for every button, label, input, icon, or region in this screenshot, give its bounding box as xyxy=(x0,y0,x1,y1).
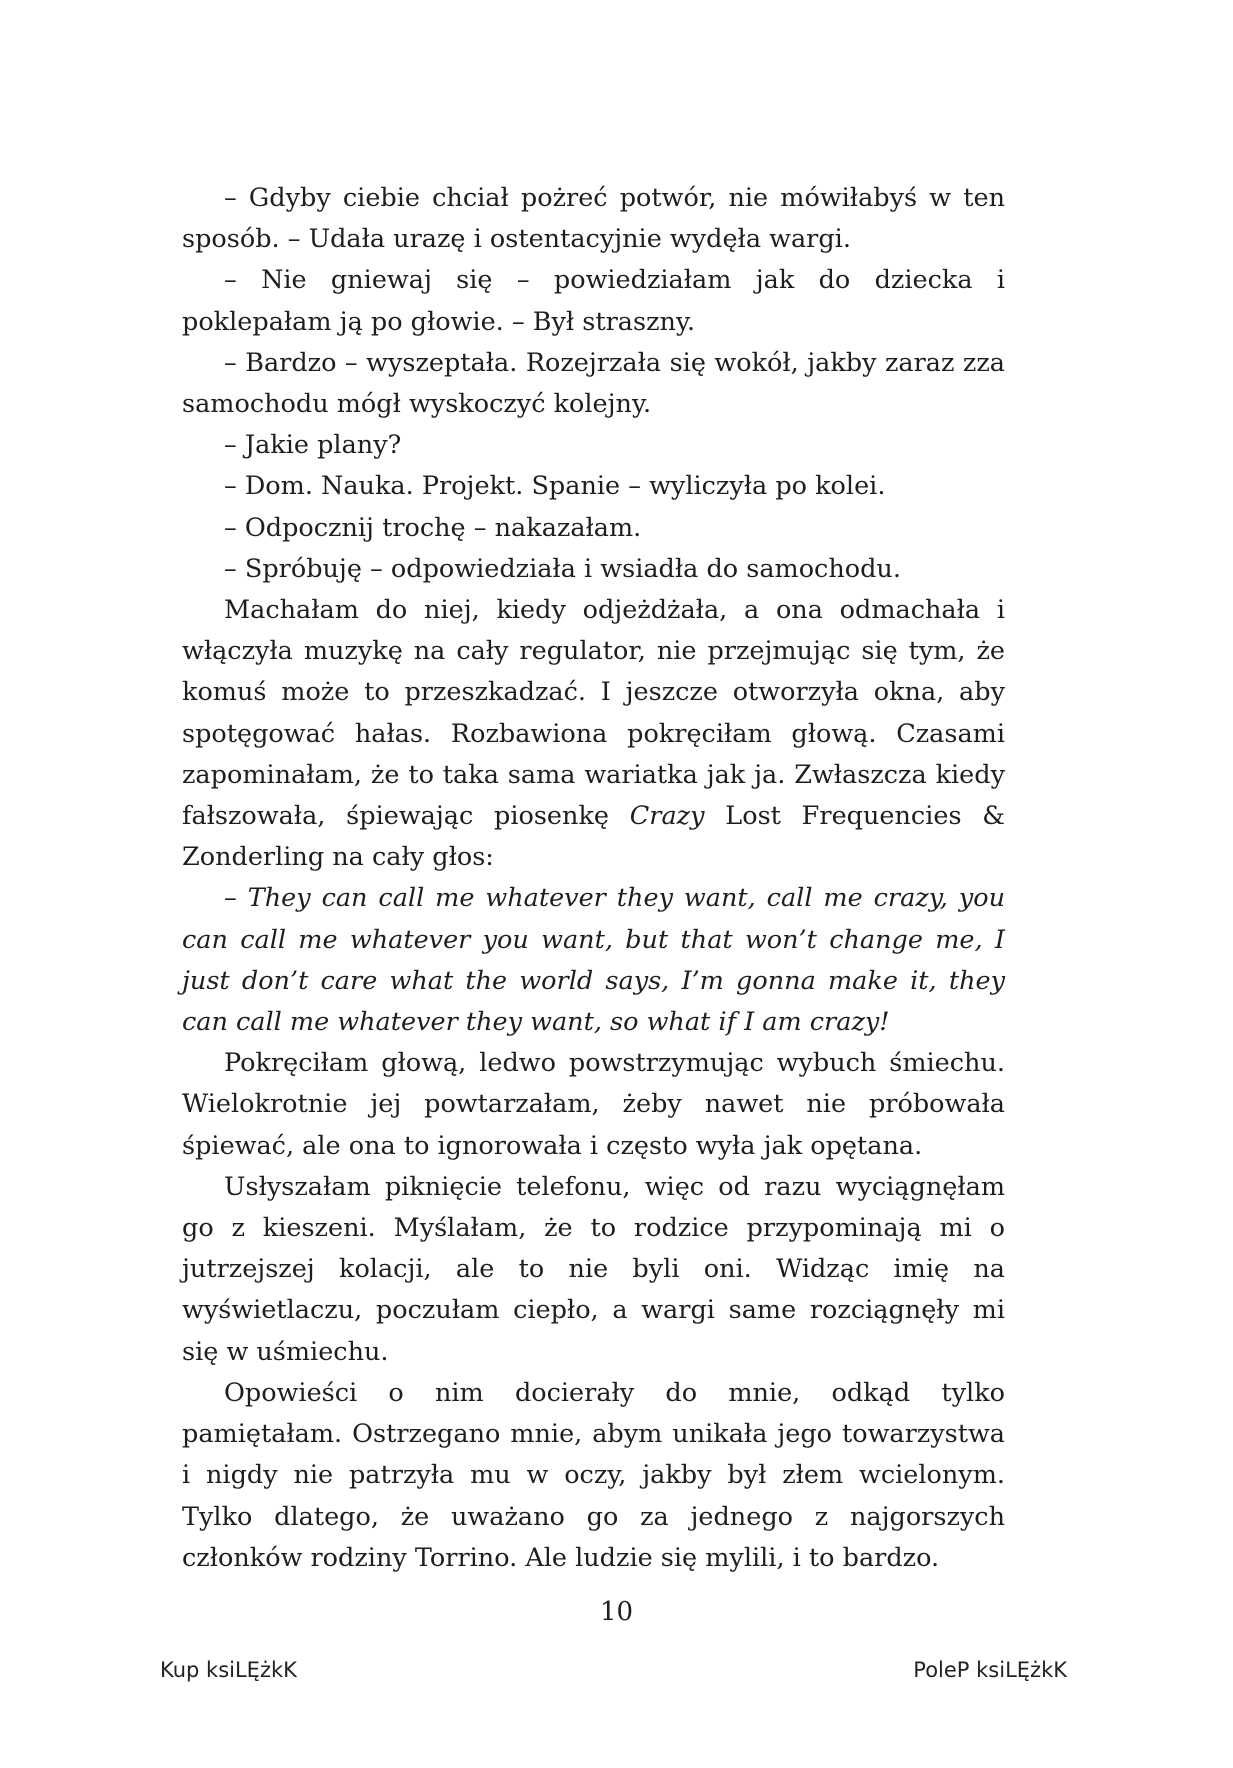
body-text xyxy=(182,178,1005,1579)
recommend-book-link[interactable]: PoleP ksiLĘżkK xyxy=(913,1658,1067,1682)
paragraph: – Gdyby ciebie chciał pożreć potwór, nie mówiłabyś w ten sposób. – Udała urazę i ostentacyjnie wydęła wargi. xyxy=(182,183,1005,255)
paragraph-song-mention xyxy=(182,590,1005,878)
paragraph: – Odpocznij trochę – nakazałam. xyxy=(224,512,642,543)
paragraph: Opowieści o nim docierały do mnie, odkąd tylko pamiętałam. Ostrzegano mnie, abym unikała jego towarzystwa i nigdy nie patrzyła mu w oczy, jakby był złem wcielonym. Tylko dlatego, że uważano go za jednego z najgorszych członków rodziny Torrino. Ale ludzie się mylili, i to bardzo. xyxy=(182,1377,1005,1573)
paragraph: – Nie gniewaj się – powiedziałam jak do dziecka i poklepałam ją po głowie. – Był straszny. xyxy=(182,265,1005,337)
paragraph-text-after-title: Lost Frequencies & Zonderling na cały głos: xyxy=(182,801,1005,873)
paragraph: – Bardzo – wyszeptała. Rozejrzała się wokół, jakby zaraz zza samochodu mógł wyskoczyć kolejny. xyxy=(182,347,1005,420)
paragraph: – Dom. Nauka. Projekt. Spanie – wyliczyła po kolei. xyxy=(224,471,886,502)
paragraph: Pokręciłam głową, ledwo powstrzymując wybuch śmiechu. Wielokrotnie jej powtarzałam, żeby nawet nie próbowała śpiewać, ale ona to ignorowała i często wyła jak opętana. xyxy=(182,1048,1005,1161)
paragraph: – Jakie plany? xyxy=(224,430,402,461)
song-lyrics: – They can call me whatever they want, call me crazy, you can call me whatever you want, but that won’t change me, I just don’t care what the world says, I’m gonna make it, they can call me whatever they want, so what if I am crazy! xyxy=(182,883,1005,1038)
paragraph: Usłyszałam piknięcie telefonu, więc od razu wyciągnęłam go z kieszeni. Myślałam, że to rodzice przypominają mi o jutrzejszej kolacji, ale to nie byli oni. Widząc imię na wyświetlaczu, poczułam ciepło, a wargi same rozciągnęły mi się w uśmiechu. xyxy=(182,1171,1005,1367)
buy-book-link[interactable]: Kup ksiLĘżkK xyxy=(160,1658,297,1682)
paragraph: – Spróbuję – odpowiedziała i wsiadła do samochodu. xyxy=(224,553,901,584)
page-number: 10 xyxy=(599,1597,634,1627)
song-title: Crazy xyxy=(629,801,705,832)
paragraph-text-before-title: Machałam do niej, kiedy odjeżdżała, a ona odmachała i włączyła muzykę na cały regulator, nie przejmując się tym, że komuś może to przeszkadzać. I jeszcze otworzyła okna, aby spotęgować hałas. Rozbawiona pokręciłam głową. Czasami zapominałam, że to taka sama wariatka jak ja. Zwłaszcza kiedy fałszowała, śpiewając piosenkę xyxy=(182,595,1005,832)
